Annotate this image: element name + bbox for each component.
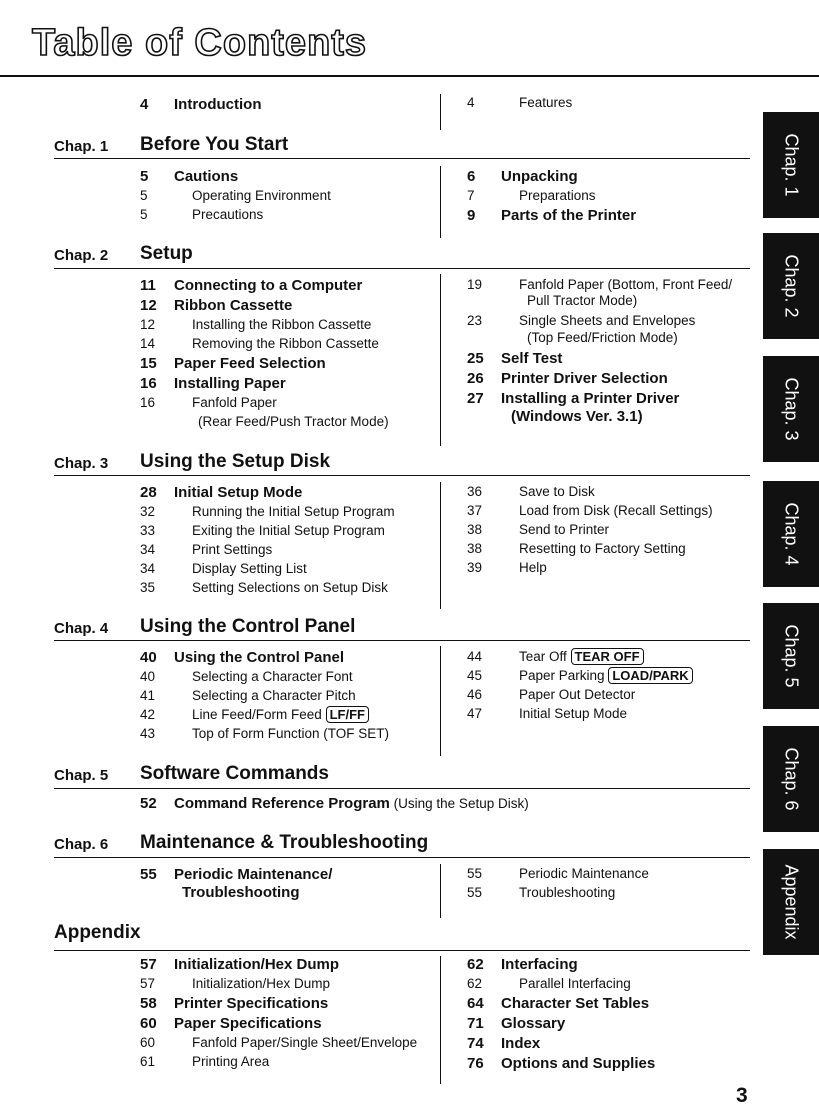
chapter-tab: [763, 726, 819, 832]
chapter-tab-label: Chap. 3: [781, 377, 802, 441]
entry-page: 4: [467, 95, 475, 110]
column-divider: [440, 864, 441, 918]
entry-page: 41: [140, 688, 156, 703]
entry-page: 58: [140, 995, 157, 1012]
entry-page: 26: [467, 370, 484, 387]
entry-continuation: Troubleshooting: [182, 884, 300, 901]
entry-page: 34: [140, 561, 156, 576]
entry-page: 52: [140, 795, 157, 812]
entry-page: 11: [140, 277, 156, 294]
entry-page: 64: [467, 995, 484, 1012]
entry-title: Ribbon Cassette: [174, 297, 293, 314]
entry-title: Paper Out Detector: [519, 687, 636, 702]
entry-page: 60: [140, 1015, 157, 1032]
entry-page: 37: [467, 503, 483, 518]
column-divider: [440, 646, 441, 756]
entry-page: 12: [140, 317, 156, 332]
entry-page: 34: [140, 542, 156, 557]
entry-page: 5: [140, 207, 148, 222]
key-label: LF/FF: [326, 706, 369, 723]
entry-title: Connecting to a Computer: [174, 277, 363, 294]
entry-page: 38: [467, 522, 483, 537]
chapter-label: Chap. 5: [54, 767, 109, 784]
entry-page: 9: [467, 207, 476, 224]
chapter-title: Setup: [140, 243, 193, 264]
entry-title: Display Setting List: [192, 561, 307, 576]
entry-page: 27: [467, 390, 484, 407]
entry-title: Resetting to Factory Setting: [519, 541, 686, 556]
entry-page: 55: [467, 866, 483, 881]
chapter-title: Maintenance & Troubleshooting: [140, 832, 429, 853]
entry-title: Line Feed/Form Feed LF/FF: [192, 707, 369, 722]
entry-title: Tear Off TEAR OFF: [519, 649, 644, 664]
chapter-tab-label: Chap. 2: [781, 254, 802, 318]
entry-page: 71: [467, 1015, 484, 1032]
chapter-label: Chap. 6: [54, 836, 109, 853]
column-divider: [440, 166, 441, 238]
entry-page: 7: [467, 188, 475, 203]
entry-title: Running the Initial Setup Program: [192, 504, 395, 519]
entry-title: Printer Specifications: [174, 995, 329, 1012]
entry-title: Installing the Ribbon Cassette: [192, 317, 372, 332]
entry-title: Load from Disk (Recall Settings): [519, 503, 713, 518]
chapter-tab: [763, 112, 819, 218]
key-label: LOAD/PARK: [608, 667, 692, 684]
entry-page: 35: [140, 580, 156, 595]
entry-title: Initialization/Hex Dump: [174, 956, 340, 973]
key-label: TEAR OFF: [571, 648, 644, 665]
entry-page: 57: [140, 956, 157, 973]
entry-page: 39: [467, 560, 483, 575]
chapter-tab: [763, 233, 819, 339]
entry-continuation: (Rear Feed/Push Tractor Mode): [198, 414, 389, 429]
entry-title: Periodic Maintenance: [519, 866, 649, 881]
entry-title: Troubleshooting: [519, 885, 616, 900]
entry-title: Parallel Interfacing: [519, 976, 631, 991]
entry-page: 62: [467, 956, 484, 973]
entry-title: Fanfold Paper: [192, 395, 277, 410]
title-rule: [0, 75, 819, 77]
entry-title: Single Sheets and Envelopes: [519, 313, 696, 328]
entry-title: Cautions: [174, 168, 239, 185]
entry-title: Operating Environment: [192, 188, 331, 203]
entry-title: Command Reference Program (Using the Setup Disk): [174, 795, 529, 812]
entry-title: Paper Feed Selection: [174, 355, 326, 372]
entry-page: 4: [140, 96, 149, 113]
entry-title: Removing the Ribbon Cassette: [192, 336, 379, 351]
entry-page: 6: [467, 168, 476, 185]
entry-page: 38: [467, 541, 483, 556]
entry-title: Glossary: [501, 1015, 566, 1032]
chapter-tab-label: Chap. 5: [781, 624, 802, 688]
entry-continuation: (Windows Ver. 3.1): [511, 408, 643, 425]
section-rule: [54, 475, 750, 476]
entry-title: Interfacing: [501, 956, 578, 973]
entry-title: Installing a Printer Driver: [501, 390, 680, 407]
chapter-tab: [763, 356, 819, 462]
entry-page: 25: [467, 350, 484, 367]
section-rule: [54, 950, 750, 951]
entry-page: 16: [140, 375, 157, 392]
appendix-heading: Appendix: [54, 922, 141, 943]
entry-title: Self Test: [501, 350, 563, 367]
entry-title: Fanfold Paper/Single Sheet/Envelope: [192, 1035, 418, 1050]
entry-page: 46: [467, 687, 483, 702]
chapter-tab-label: Appendix: [781, 864, 802, 940]
entry-page: 28: [140, 484, 157, 501]
entry-title: Features: [519, 95, 573, 110]
entry-title: Save to Disk: [519, 484, 595, 499]
entry-page: 74: [467, 1035, 484, 1052]
chapter-title: Before You Start: [140, 134, 289, 155]
entry-page: 16: [140, 395, 156, 410]
entry-title: Initial Setup Mode: [174, 484, 303, 501]
entry-title: Printing Area: [192, 1054, 270, 1069]
entry-title: Installing Paper: [174, 375, 286, 392]
chapter-tab-label: Chap. 1: [781, 133, 802, 197]
entry-title: Top of Form Function (TOF SET): [192, 726, 390, 741]
section-rule: [54, 788, 750, 789]
column-divider: [440, 482, 441, 609]
entry-page: 32: [140, 504, 156, 519]
entry-continuation: (Top Feed/Friction Mode): [527, 330, 678, 345]
entry-page: 42: [140, 707, 156, 722]
column-divider: [440, 956, 441, 1084]
section-rule: [54, 857, 750, 858]
section-rule: [54, 640, 750, 641]
entry-page: 55: [140, 866, 157, 883]
entry-page: 23: [467, 313, 483, 328]
entry-title: Preparations: [519, 188, 596, 203]
entry-title: Index: [501, 1035, 541, 1052]
chapter-label: Chap. 2: [54, 247, 109, 264]
entry-title: Paper Specifications: [174, 1015, 322, 1032]
chapter-title: Software Commands: [140, 763, 329, 784]
entry-title: Fanfold Paper (Bottom, Front Feed/: [519, 277, 733, 292]
entry-continuation: Pull Tractor Mode): [527, 293, 638, 308]
entry-title: Periodic Maintenance/: [174, 866, 333, 883]
entry-page: 14: [140, 336, 156, 351]
chapter-label: Chap. 4: [54, 620, 109, 637]
entry-title: Using the Control Panel: [174, 649, 345, 666]
entry-title: Help: [519, 560, 547, 575]
entry-page: 57: [140, 976, 156, 991]
entry-page: 60: [140, 1035, 156, 1050]
chapter-label: Chap. 3: [54, 455, 109, 472]
entry-title: Print Settings: [192, 542, 273, 557]
entry-title: Paper Parking LOAD/PARK: [519, 668, 693, 683]
entry-page: 55: [467, 885, 483, 900]
entry-page: 40: [140, 649, 157, 666]
entry-title: Precautions: [192, 207, 264, 222]
entry-page: 15: [140, 355, 157, 372]
chapter-tab: [763, 849, 819, 955]
entry-note: (Using the Setup Disk): [389, 796, 529, 811]
entry-page: 36: [467, 484, 483, 499]
entry-page: 12: [140, 297, 157, 314]
entry-page: 40: [140, 669, 156, 684]
chapter-tab: [763, 603, 819, 709]
entry-title: Selecting a Character Pitch: [192, 688, 356, 703]
entry-page: 33: [140, 523, 156, 538]
entry-page: 47: [467, 706, 483, 721]
chapter-label: Chap. 1: [54, 138, 109, 155]
section-rule: [54, 268, 750, 269]
chapter-title: Using the Control Panel: [140, 616, 356, 637]
entry-page: 5: [140, 168, 149, 185]
entry-page: 62: [467, 976, 483, 991]
entry-title: Initial Setup Mode: [519, 706, 628, 721]
chapter-tab-label: Chap. 4: [781, 502, 802, 566]
entry-page: 45: [467, 668, 483, 683]
entry-title: Selecting a Character Font: [192, 669, 353, 684]
entry-title: Exiting the Initial Setup Program: [192, 523, 385, 538]
page-title: Table of Contents: [32, 22, 368, 64]
entry-title: Initialization/Hex Dump: [192, 976, 331, 991]
column-divider: [440, 274, 441, 446]
column-divider: [440, 94, 441, 130]
page-number: 3: [736, 1084, 748, 1107]
entry-title: Parts of the Printer: [501, 207, 637, 224]
entry-title: Introduction: [174, 96, 262, 113]
entry-title: Options and Supplies: [501, 1055, 656, 1072]
entry-title: Printer Driver Selection: [501, 370, 668, 387]
entry-title: Character Set Tables: [501, 995, 650, 1012]
entry-title: Setting Selections on Setup Disk: [192, 580, 388, 595]
entry-title: Send to Printer: [519, 522, 610, 537]
chapter-tab-label: Chap. 6: [781, 747, 802, 811]
entry-page: 5: [140, 188, 148, 203]
entry-page: 43: [140, 726, 156, 741]
entry-title: Unpacking: [501, 168, 578, 185]
entry-page: 61: [140, 1054, 156, 1069]
entry-page: 76: [467, 1055, 484, 1072]
entry-page: 19: [467, 277, 483, 292]
chapter-title: Using the Setup Disk: [140, 451, 331, 472]
section-rule: [54, 158, 750, 159]
chapter-tab: [763, 481, 819, 587]
entry-page: 44: [467, 649, 483, 664]
